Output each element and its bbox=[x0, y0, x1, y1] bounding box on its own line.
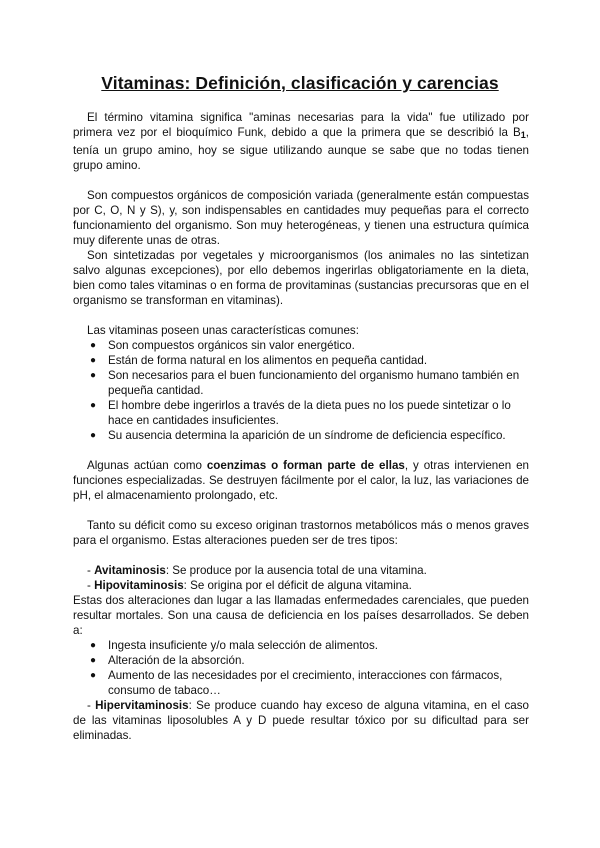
list-item bbox=[73, 338, 529, 353]
bullet-icon: ● bbox=[90, 340, 97, 351]
list-item bbox=[73, 353, 529, 368]
term: Hipervitaminosis bbox=[95, 699, 189, 712]
hipervitaminosis-item bbox=[73, 698, 529, 743]
paragraph-text: El término vitamina significa "aminas necesarias para la vida" fue utilizado por primera vez por el bioquímico Funk, debido a que la primera que se describió la B bbox=[73, 111, 529, 139]
bullet-icon: ● bbox=[90, 430, 97, 441]
subscript: 1 bbox=[520, 130, 526, 140]
list-item-text: Su ausencia determina la aparición de un síndrome de deficiencia específico. bbox=[108, 429, 506, 442]
list-item bbox=[73, 428, 529, 443]
list-item bbox=[73, 398, 529, 428]
paragraph-coenzymes bbox=[73, 458, 529, 503]
bullet-icon: ● bbox=[90, 355, 97, 366]
paragraph-text: Algunas actúan como bbox=[87, 459, 207, 472]
list-item-text: Son compuestos orgánicos sin valor energético. bbox=[108, 339, 355, 352]
dash: - bbox=[87, 579, 95, 592]
bullet-icon: ● bbox=[90, 655, 97, 666]
hipovitaminosis-item bbox=[73, 578, 529, 593]
characteristics-list bbox=[73, 338, 529, 443]
document-body bbox=[73, 110, 529, 743]
list-item-text: Alteración de la absorción. bbox=[108, 654, 245, 667]
term: Hipovitaminosis bbox=[94, 579, 184, 592]
page-title: Vitaminas: Definición, clasificación y carencias bbox=[101, 73, 499, 93]
paragraph-composition: Son compuestos orgánicos de composición variada (generalmente están compuestas por C, O, N y S), y, son indispensables en cantidades muy pequeñas para el correcto funcionamiento del organismo. Son muy heterogéneas, y tienen una estructura química muy diferente unas de otras. bbox=[73, 189, 529, 247]
list-item bbox=[73, 653, 529, 668]
list-item bbox=[73, 668, 529, 698]
list-item-text: Están de forma natural en los alimentos en pequeña cantidad. bbox=[108, 354, 428, 367]
bullet-icon: ● bbox=[90, 370, 97, 381]
paragraph-text: , tenía un grupo amino, hoy se sigue utilizando aunque se sabe que no todas tienen grupo amino. bbox=[73, 126, 529, 172]
term-description: : Se produce por la ausencia total de una vitamina. bbox=[165, 564, 427, 577]
paragraph-characteristics-intro: Las vitaminas poseen unas características comunes: bbox=[87, 324, 359, 337]
term-description: : Se produce cuando hay exceso de alguna vitamina, en el caso de las vitaminas liposolubles A y D puede resultar tóxico por su dificultad para ser eliminadas. bbox=[73, 699, 529, 742]
paragraph-text: , y otras intervienen en funciones especializadas. Se destruyen fácilmente por el calor, la luz, las variaciones de pH, el almacenamiento prolongado, etc. bbox=[73, 459, 529, 502]
term: Avitaminosis bbox=[94, 564, 166, 577]
bullet-icon: ● bbox=[90, 640, 97, 651]
list-item bbox=[73, 638, 529, 653]
bullet-icon: ● bbox=[90, 400, 97, 411]
paragraph-definition bbox=[73, 110, 529, 173]
list-item-text: Aumento de las necesidades por el crecimiento, interacciones con fármacos, consumo de tabaco… bbox=[108, 669, 503, 697]
dash: - bbox=[87, 699, 96, 712]
term-description: : Se origina por el déficit de alguna vitamina. bbox=[183, 579, 412, 592]
list-item-text: Ingesta insuficiente y/o mala selección de alimentos. bbox=[108, 639, 379, 652]
list-item-text: El hombre debe ingerirlos a través de la dieta pues no los puede sintetizar o lo hace en cantidades insuficientes. bbox=[108, 399, 511, 427]
list-item-text: Son necesarios para el buen funcionamiento del organismo humano también en pequeña cantidad. bbox=[108, 369, 520, 397]
avitaminosis-item bbox=[73, 563, 529, 578]
causes-list bbox=[73, 638, 529, 698]
dash: - bbox=[87, 564, 95, 577]
paragraph-synthesis: Son sintetizadas por vegetales y microorganismos (los animales no las sintetizan salvo algunas excepciones), por ello debemos ingerirlas obligatoriamente en la dieta, bien como tales vitaminas o en forma de provitaminas (sustancias precursoras que en el organismo se transforman en vitaminas). bbox=[73, 249, 529, 307]
paragraph-deficiency: Estas dos alteraciones dan lugar a las llamadas enfermedades carenciales, que pueden resultar mortales. Son una causa de deficiencia en los países desarrollados. Se deben a: bbox=[73, 594, 529, 637]
bold-text: coenzimas o forman parte de ellas bbox=[206, 459, 405, 472]
bullet-icon: ● bbox=[90, 670, 97, 681]
paragraph-disorders: Tanto su déficit como su exceso originan trastornos metabólicos más o menos graves para el organismo. Estas alteraciones pueden ser de tres tipos: bbox=[73, 519, 529, 547]
list-item bbox=[73, 368, 529, 398]
